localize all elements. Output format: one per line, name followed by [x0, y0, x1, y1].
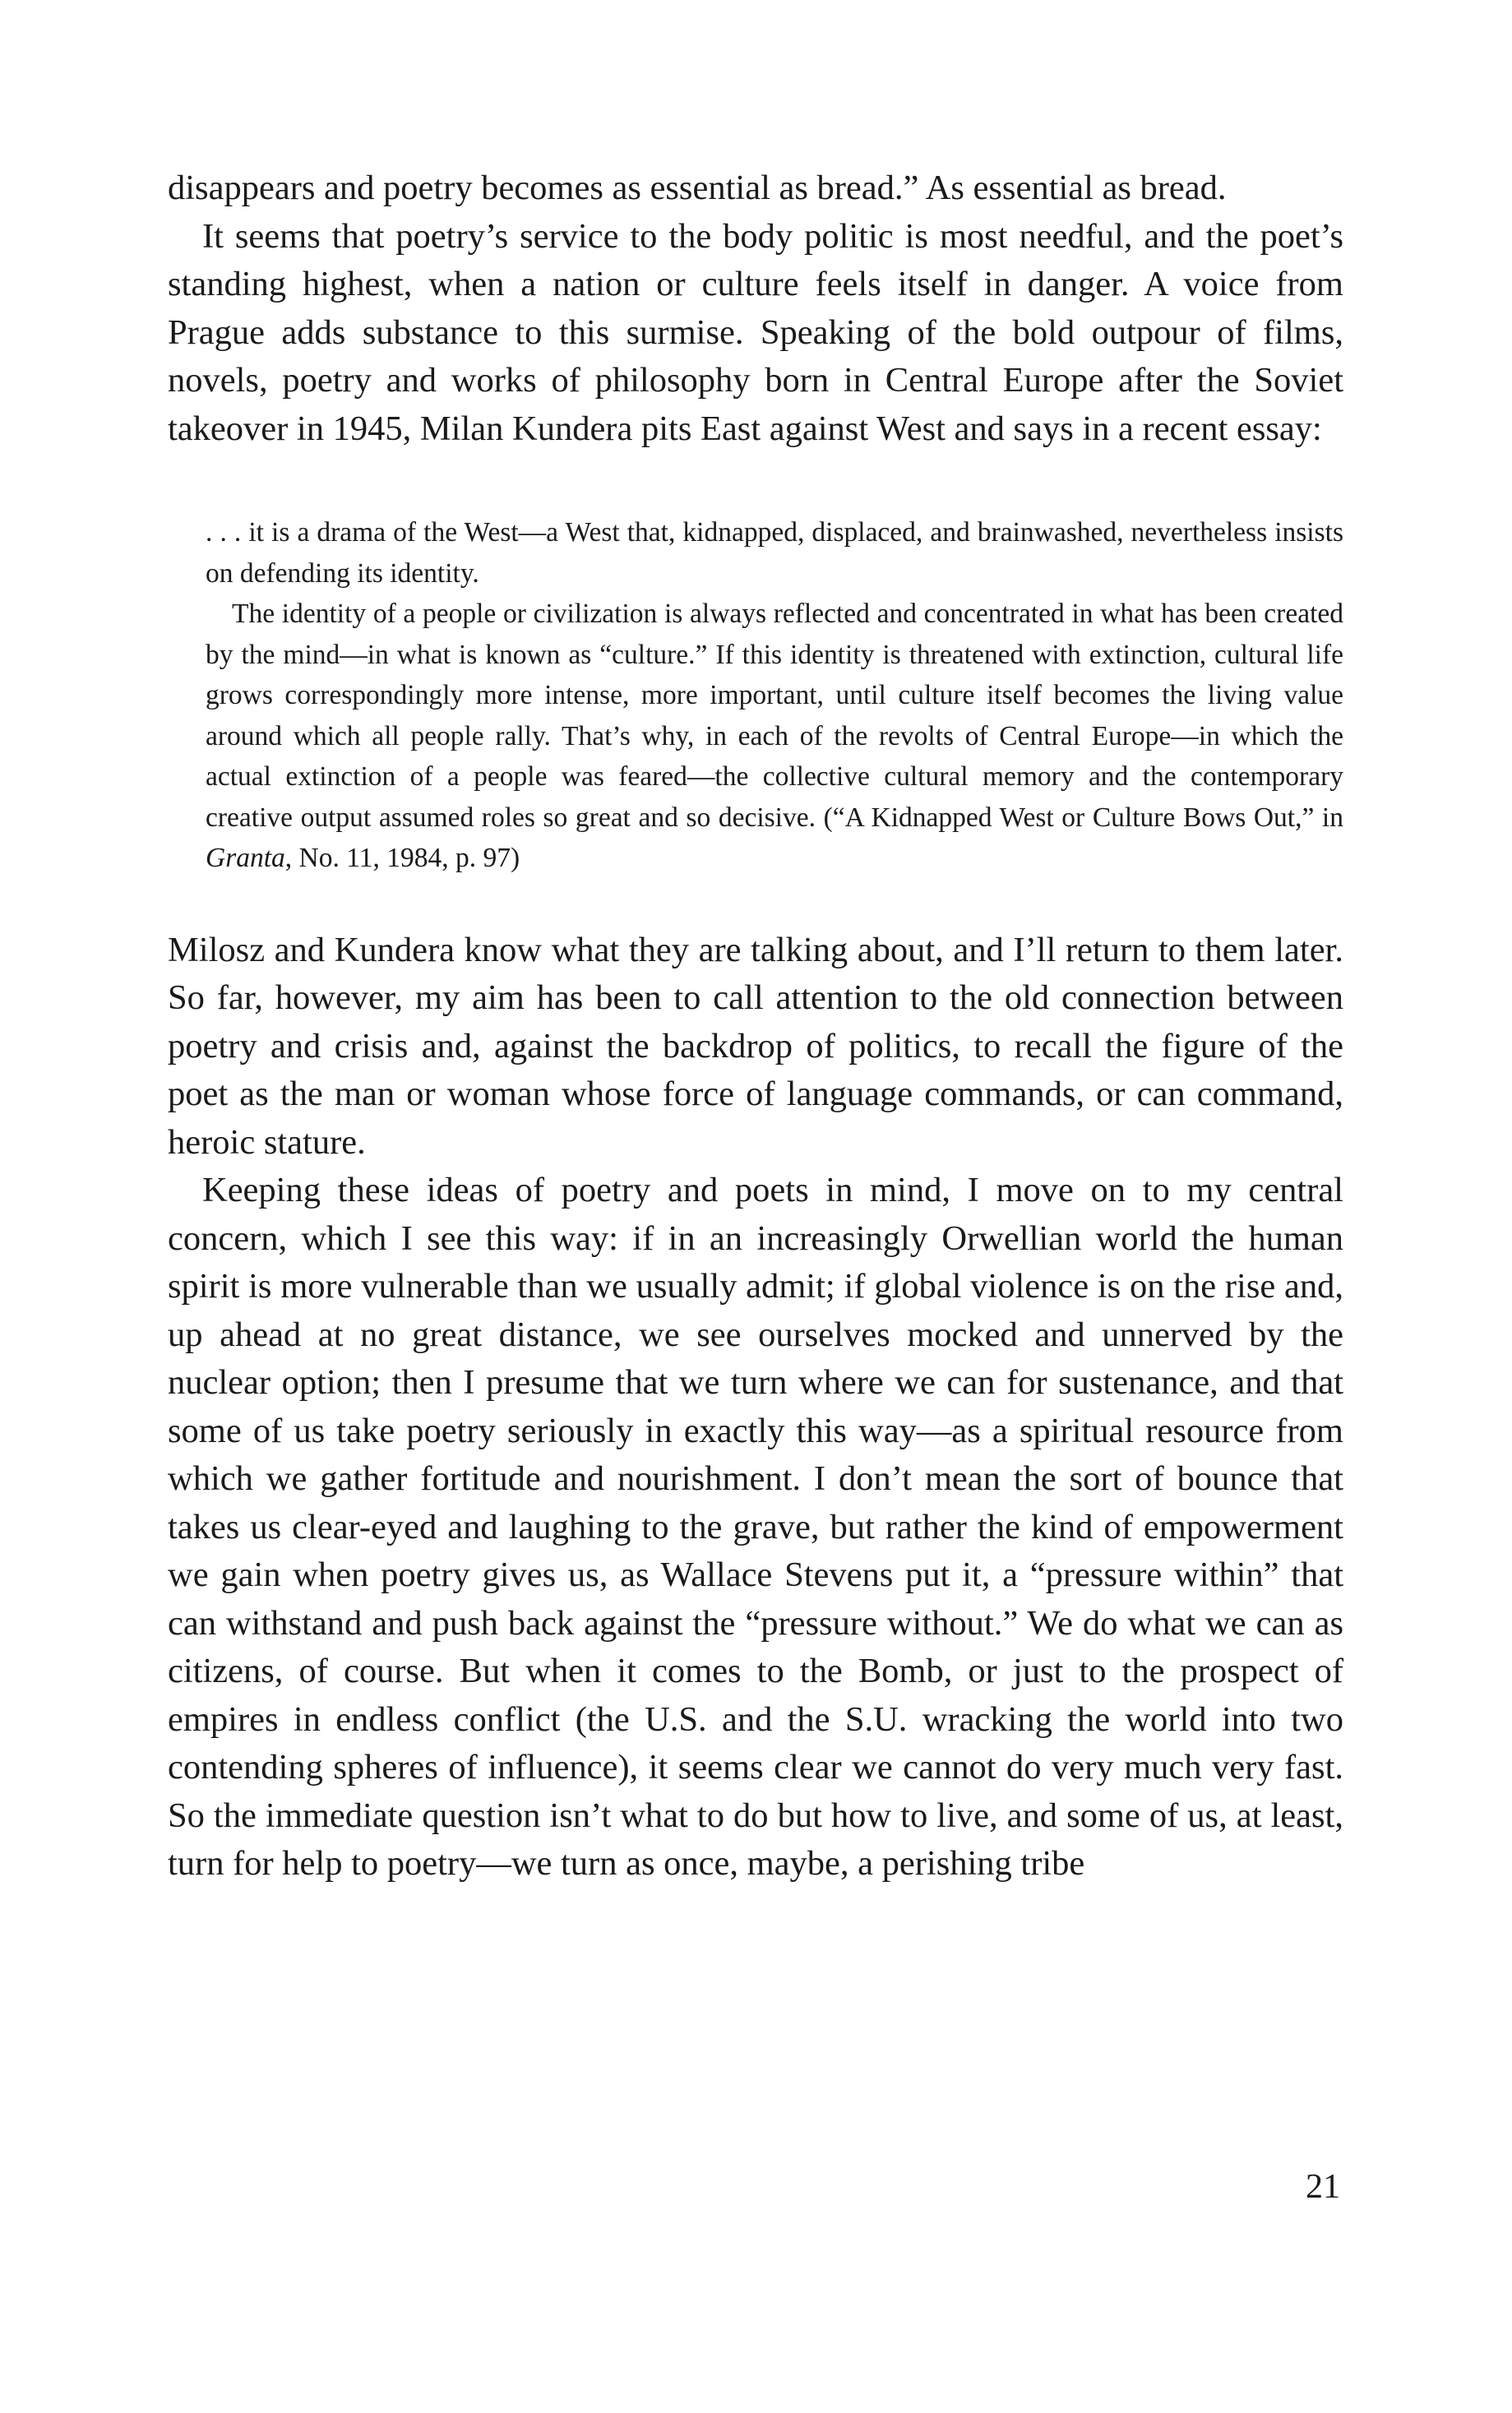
body-after-quote [168, 927, 1343, 1888]
citation-title: Granta [206, 843, 285, 873]
paragraph-central-concern: Keeping these ideas of poetry and poets in mind, I move on to my central concern, which I see this way: if in an increasingly Orwellian world the human spirit is more vulnerable than we usually admit; if global violence is on the rise and, up ahead at no great distance, we see ourselves mocked and unnerved by the nuclear option; then I presume that we turn where we can for sustenance, and that some of us take poetry seriously in exactly this way—as a spiritual resource from which we gather fortitude and nourishment. I don’t mean the sort of bounce that takes us clear-eyed and laughing to the grave, but rather the kind of empowerment we gain when poetry gives us, as Wallace Stevens put it, a “pressure within” that can withstand and push back against the “pressure without.” We do what we can as citizens, of course. But when it comes to the Bomb, or just to the prospect of empires in endless conflict (the U.S. and the S.U. wracking the world into two contending spheres of influence), it seems clear we cannot do very much very fast. So the immediate question isn’t what to do but how to live, and some of us, at least, turn for help to poetry—we turn as once, maybe, a perishing tribe [168, 1171, 1343, 1883]
page-body [168, 164, 1343, 1888]
quote-paragraph-2-text: The identity of a people or civilization is always reflected and concentrated in what has been created by the mind—in what is known as “culture.” If this identity is threatened with extinction, cultural life grows correspondingly more intense, more important, until culture itself becomes the living value around which all people rally. That’s why, in each of the revolts of Central Europe—in which the actual extinction of a people was feared—the collective cultural memory and the contemporary creative output assumed roles so great and so decisive. (“A Kidnapped West or Culture Bows Out,” in [206, 599, 1343, 833]
page-number: 21 [1306, 2168, 1340, 2206]
quote-paragraph-2 [206, 594, 1343, 879]
paragraph-milosz-kundera: Milosz and Kundera know what they are talking about, and I’ll return to them later. So far, however, my aim has been to call attention to the old connection between poetry and crisis and, against the backdrop of politics, to recall the figure of the poet as the man or woman whose force of language commands, or can command, heroic stature. [168, 930, 1343, 1162]
block-quote [206, 512, 1343, 879]
quote-paragraph-1: . . . it is a drama of the West—a West that, kidnapped, displaced, and brainwashed, nevertheless insists on defending its identity. [206, 517, 1343, 589]
paragraph-continued: disappears and poetry becomes as essential as bread.” As essential as bread. [168, 169, 1227, 207]
paragraph-kundera-intro: It seems that poetry’s service to the body politic is most needful, and the poet’s standing highest, when a nation or culture feels itself in danger. A voice from Prague adds substance to this surmise. Speaking of the bold outpour of films, novels, poetry and works of philosophy born in Central Europe after the Soviet takeover in 1945, Milan Kundera pits East against West and says in a recent essay: [168, 216, 1343, 448]
citation-details: , No. 11, 1984, p. 97) [284, 843, 520, 873]
